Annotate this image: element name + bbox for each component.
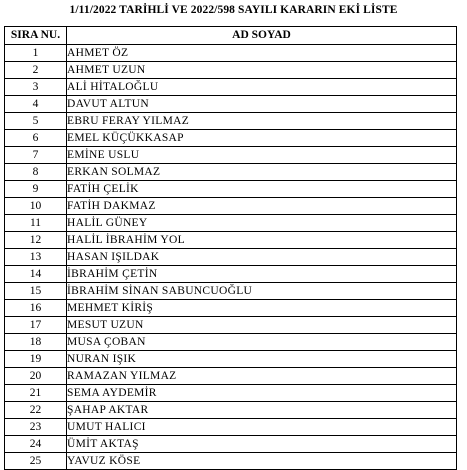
table-row — [5, 453, 457, 470]
person-name: ALİ HİTALOĞLU — [67, 79, 457, 96]
row-number: 19 — [5, 351, 67, 368]
row-number: 25 — [5, 453, 67, 470]
column-header-sira-nu: SIRA NU. — [5, 27, 67, 45]
table-row — [5, 198, 457, 215]
table-row — [5, 232, 457, 249]
person-name: AHMET UZUN — [67, 62, 457, 79]
row-number: 3 — [5, 79, 67, 96]
row-number: 10 — [5, 198, 67, 215]
person-name: DAVUT ALTUN — [67, 96, 457, 113]
person-name: ŞAHAP AKTAR — [67, 402, 457, 419]
table-row — [5, 351, 457, 368]
row-number: 23 — [5, 419, 67, 436]
person-name: ERKAN SOLMAZ — [67, 164, 457, 181]
column-header-ad-soyad: AD SOYAD — [67, 27, 457, 45]
document-title: 1/11/2022 TARİHLİ VE 2022/598 SAYILI KARARIN EKİ LİSTE — [69, 4, 398, 16]
person-name: İBRAHİM SİNAN SABUNCUOĞLU — [67, 283, 457, 300]
row-number: 11 — [5, 215, 67, 232]
table-row — [5, 266, 457, 283]
person-name: UMUT HALICI — [67, 419, 457, 436]
person-name: EBRU FERAY YILMAZ — [67, 113, 457, 130]
row-number: 5 — [5, 113, 67, 130]
table-row — [5, 402, 457, 419]
person-name: HALİL İBRAHİM YOL — [67, 232, 457, 249]
table-row — [5, 385, 457, 402]
person-name: FATİH ÇELİK — [67, 181, 457, 198]
row-number: 15 — [5, 283, 67, 300]
person-name: SEMA AYDEMİR — [67, 385, 457, 402]
person-name: EMEL KÜÇÜKKASAP — [67, 130, 457, 147]
table-row — [5, 147, 457, 164]
person-name: MESUT UZUN — [67, 317, 457, 334]
person-name: MUSA ÇOBAN — [67, 334, 457, 351]
row-number: 14 — [5, 266, 67, 283]
row-number: 7 — [5, 147, 67, 164]
row-number: 8 — [5, 164, 67, 181]
person-name: NURAN IŞIK — [67, 351, 457, 368]
table-row — [5, 436, 457, 453]
person-name: ÜMİT AKTAŞ — [67, 436, 457, 453]
person-name: İBRAHİM ÇETİN — [67, 266, 457, 283]
table-header-row — [5, 27, 457, 45]
table-row — [5, 300, 457, 317]
person-name: HALİL GÜNEY — [67, 215, 457, 232]
row-number: 18 — [5, 334, 67, 351]
table-row — [5, 96, 457, 113]
row-number: 9 — [5, 181, 67, 198]
row-number: 12 — [5, 232, 67, 249]
table-row — [5, 62, 457, 79]
row-number: 17 — [5, 317, 67, 334]
table-body — [5, 45, 457, 470]
row-number: 6 — [5, 130, 67, 147]
table-row — [5, 249, 457, 266]
row-number: 1 — [5, 45, 67, 62]
person-name: FATİH DAKMAZ — [67, 198, 457, 215]
person-name: RAMAZAN YILMAZ — [67, 368, 457, 385]
row-number: 21 — [5, 385, 67, 402]
table-row — [5, 164, 457, 181]
table-row — [5, 130, 457, 147]
row-number: 4 — [5, 96, 67, 113]
row-number: 20 — [5, 368, 67, 385]
row-number: 2 — [5, 62, 67, 79]
table-row — [5, 215, 457, 232]
table-row — [5, 79, 457, 96]
table-row — [5, 419, 457, 436]
table-row — [5, 113, 457, 130]
person-name: EMİNE USLU — [67, 147, 457, 164]
table-row — [5, 45, 457, 62]
table-row — [5, 368, 457, 385]
table-row — [5, 317, 457, 334]
person-name: YAVUZ KÖSE — [67, 453, 457, 470]
person-name: HASAN IŞILDAK — [67, 249, 457, 266]
row-number: 13 — [5, 249, 67, 266]
name-list-table — [4, 26, 457, 470]
table-row — [5, 334, 457, 351]
row-number: 24 — [5, 436, 67, 453]
row-number: 16 — [5, 300, 67, 317]
row-number: 22 — [5, 402, 67, 419]
person-name: AHMET ÖZ — [67, 45, 457, 62]
table-row — [5, 283, 457, 300]
table-row — [5, 181, 457, 198]
person-name: MEHMET KİRİŞ — [67, 300, 457, 317]
